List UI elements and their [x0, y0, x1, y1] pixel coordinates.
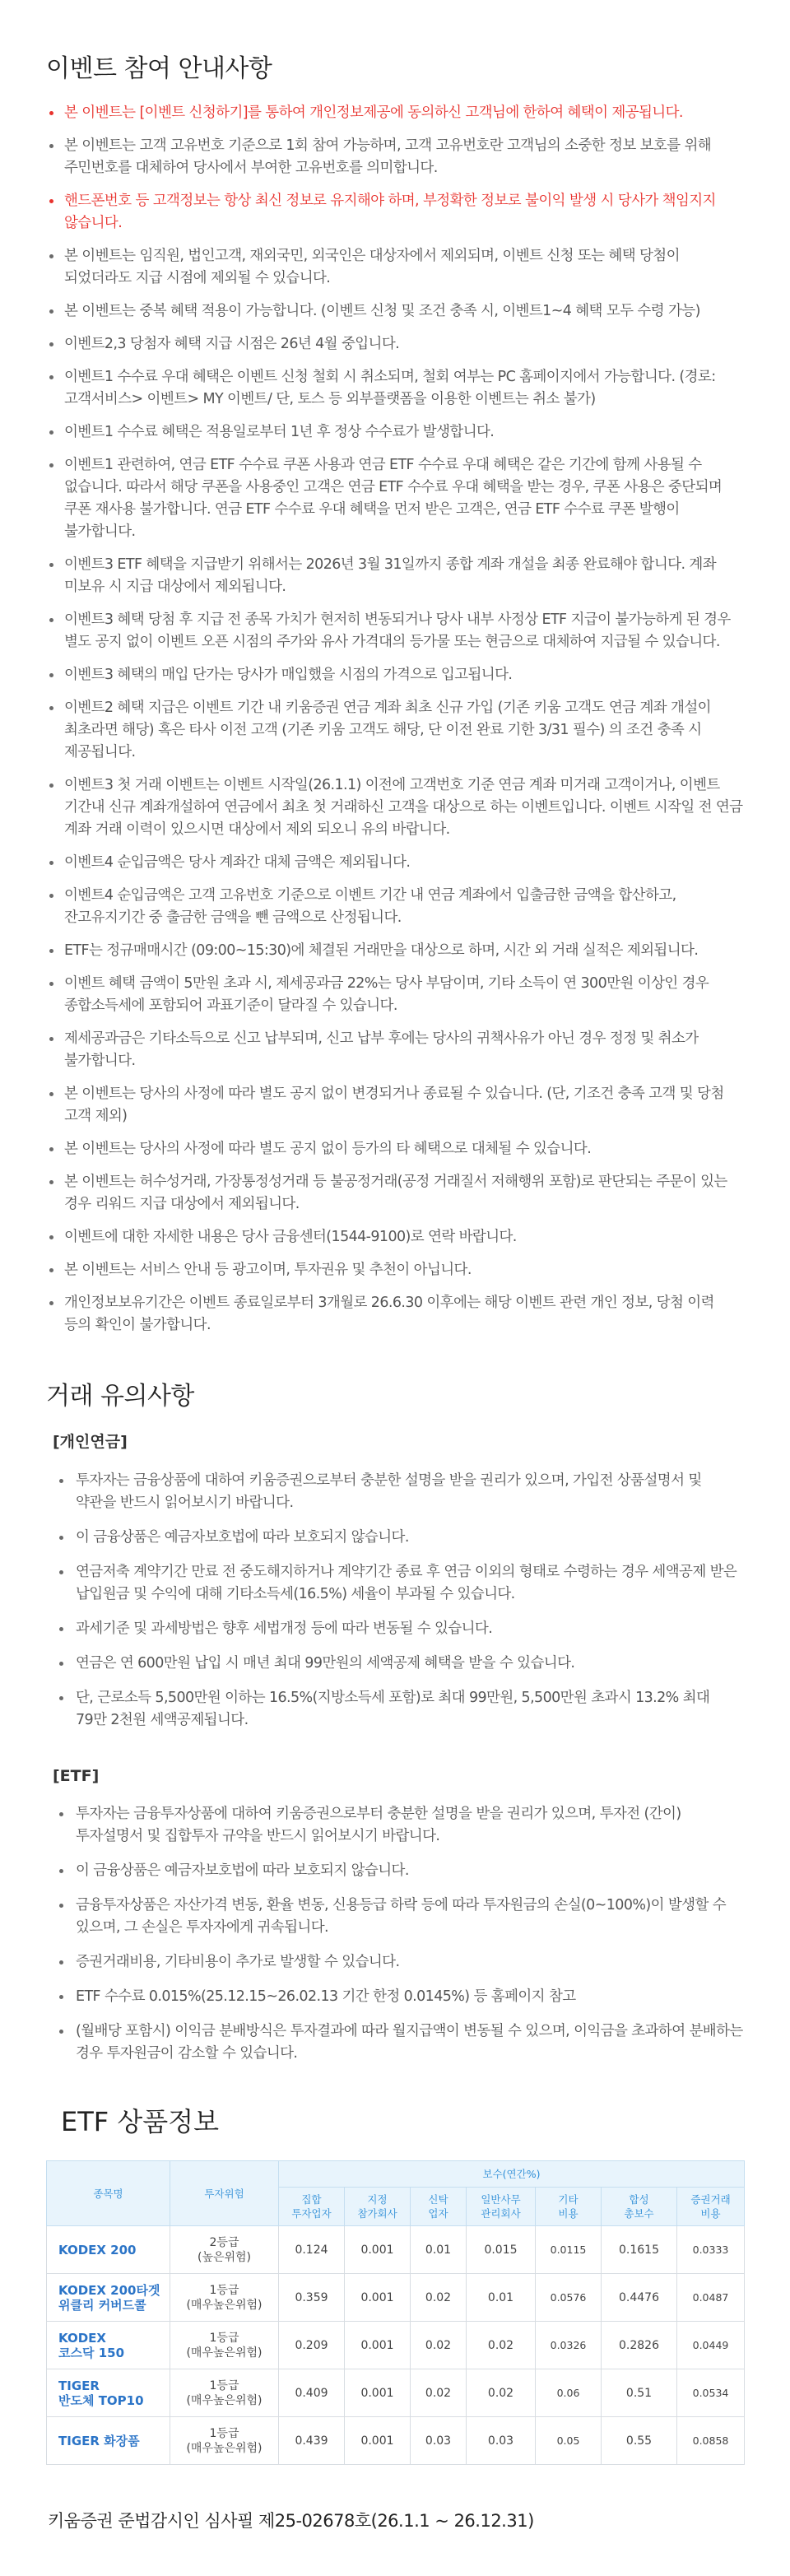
etf-risk-cell: 1등급 (매우높은위험): [170, 2369, 279, 2417]
etf-fee-cell: 0.001: [345, 2322, 411, 2369]
notice-item: 이 금융상품은 예금자보호법에 따라 보호되지 않습니다.: [54, 1860, 744, 1882]
etf-fee-cell: 0.02: [411, 2274, 467, 2322]
notice-item: 핸드폰번호 등 고객정보는 항상 최신 정보로 유지해야 하며, 부정확한 정보로 불이익 발생 시 당사가 책임지지 않습니다.: [46, 190, 744, 235]
etf-fee-cell: 0.02: [411, 2322, 467, 2369]
notice-item: 본 이벤트는 중복 혜택 적용이 가능합니다. (이벤트 신청 및 조건 충족 시, 이벤트1~4 혜택 모두 수령 가능): [46, 300, 744, 323]
etf-info-table: [46, 2160, 745, 2465]
etf-name-cell: KODEX 200타겟 위클리 커버드콜: [47, 2274, 170, 2322]
header-fee-col: 기타 비용: [536, 2188, 602, 2226]
notice-item: 개인정보보유기간은 이벤트 종료일로부터 3개월로 26.6.30 이후에는 해당 이벤트 관련 개인 정보, 당첨 이력 등의 확인이 불가합니다.: [46, 1292, 744, 1337]
etf-fee-cell: 0.001: [345, 2417, 411, 2465]
notice-item: ETF는 정규매매시간 (09:00~15:30)에 체결된 거래만을 대상으로 하며, 시간 외 거래 실적은 제외됩니다.: [46, 940, 744, 962]
etf-fee-cell: 0.01: [411, 2226, 467, 2274]
etf-fee-cell: 0.0858: [677, 2417, 745, 2465]
etf-fee-cell: 0.4476: [602, 2274, 677, 2322]
notice-item: 본 이벤트는 고객 고유번호 기준으로 1회 참여 가능하며, 고객 고유번호란 고객님의 소중한 정보 보호를 위해 주민번호를 대체하여 당사에서 부여한 고유번호를 의미합니다.: [46, 135, 744, 179]
notice-item: 이벤트3 혜택의 매입 단가는 당사가 매입했을 시점의 가격으로 입고됩니다.: [46, 664, 744, 686]
notice-item: 이벤트4 순입금액은 고객 고유번호 기준으로 이벤트 기간 내 연금 계좌에서 입출금한 금액을 합산하고, 잔고유지기간 중 출금한 금액을 뺀 금액으로 산정됩니다.: [46, 885, 744, 929]
notice-item: (월배당 포함시) 이익금 분배방식은 투자결과에 따라 월지급액이 변동될 수 있으며, 이익금을 초과하여 분배하는 경우 투자원금이 감소할 수 있습니다.: [54, 2020, 744, 2065]
notice-item: 연금저축 계약기간 만료 전 중도해지하거나 계약기간 종료 후 연금 이외의 형태로 수령하는 경우 세액공제 받은 납입원금 및 수익에 대해 기타소득세(16.5%) 세율이 부과될 수 있습니다.: [54, 1561, 744, 1606]
notice-item: 본 이벤트는 임직원, 법인고객, 재외국민, 외국인은 대상자에서 제외되며, 이벤트 신청 또는 혜택 당첨이 되었더라도 지급 시점에 제외될 수 있습니다.: [46, 245, 744, 290]
table-row: [47, 2322, 745, 2369]
notice-item: 금융투자상품은 자산가격 변동, 환율 변동, 신용등급 하락 등에 따라 투자원금의 손실(0~100%)이 발생할 수 있으며, 그 손실은 투자자에게 귀속됩니다.: [54, 1895, 744, 1939]
notice-item: 이벤트1 관련하여, 연금 ETF 수수료 쿠폰 사용과 연금 ETF 수수료 우대 혜택은 같은 기간에 함께 사용될 수 없습니다. 따라서 해당 쿠폰을 사용중인 고객은 연금 ETF 수수료 우대 혜택을 받는 경우, 쿠폰 사용은 중단되며 쿠폰 재사용 불가합니다. 연금 ETF 수수료 우대 혜택을 먼저 받은 고객은, 연금 ETF 수수료 쿠폰 발행이 불가합니다.: [46, 454, 744, 543]
notice-item: 이벤트2 혜택 지급은 이벤트 기간 내 키움증권 연금 계좌 최초 신규 가입 (기존 키움 고객도 연금 계좌 개설이 최초라면 해당) 혹은 타사 이전 고객 (기존 키움 고객도 해당, 단 이전 완료 기한 3/31 필수) 의 조건 충족 시 제공됩니다.: [46, 697, 744, 764]
event-notice-title: 이벤트 참여 안내사항: [46, 54, 272, 83]
notice-item: 본 이벤트는 당사의 사정에 따라 별도 공지 없이 변경되거나 종료될 수 있습니다. (단, 기조건 충족 고객 및 당첨 고객 제외): [46, 1083, 744, 1128]
etf-subtitle: [ETF]: [53, 1767, 100, 1785]
header-fee-col: 합성 총보수: [602, 2188, 677, 2226]
notice-item: 이벤트3 첫 거래 이벤트는 이벤트 시작일(26.1.1) 이전에 고객번호 기준 연금 계좌 미거래 고객이거나, 이벤트 기간내 신규 계좌개설하여 연금에서 최초 첫 거래하신 고객을 대상으로 하는 이벤트입니다. 이벤트 시작일 전 연금 계좌 거래 이력이 있으시면 대상에서 제외 되오니 유의 바랍니다.: [46, 774, 744, 841]
etf-fee-cell: 0.409: [279, 2369, 345, 2417]
notice-item: 본 이벤트는 [이벤트 신청하기]를 통하여 개인정보제공에 동의하신 고객님에 한하여 혜택이 제공됩니다.: [46, 102, 744, 124]
header-fee-col: 신탁 업자: [411, 2188, 467, 2226]
header-name: 종목명: [47, 2161, 170, 2226]
notice-item: 이벤트1 수수료 혜택은 적용일로부터 1년 후 정상 수수료가 발생합니다.: [46, 421, 744, 444]
etf-fee-cell: 0.0326: [536, 2322, 602, 2369]
header-fee-group: 보수(연간%): [279, 2161, 745, 2188]
etf-fee-cell: 0.03: [467, 2417, 536, 2465]
etf-name-cell: TIGER 반도체 TOP10: [47, 2369, 170, 2417]
header-fee-col: 집합 투자업자: [279, 2188, 345, 2226]
etf-name-cell: KODEX 200: [47, 2226, 170, 2274]
etf-fee-cell: 0.0449: [677, 2322, 745, 2369]
etf-name-cell: TIGER 화장품: [47, 2417, 170, 2465]
notice-item: 이벤트 혜택 금액이 5만원 초과 시, 제세공과금 22%는 당사 부담이며, 기타 소득이 연 300만원 이상인 경우 종합소득세에 포함되어 과표기준이 달라질 수 있습니다.: [46, 973, 744, 1017]
header-fee-col: 증권거래 비용: [677, 2188, 745, 2226]
etf-risk-cell: 1등급 (매우높은위험): [170, 2274, 279, 2322]
etf-risk-cell: 2등급 (높은위험): [170, 2226, 279, 2274]
etf-fee-cell: 0.001: [345, 2226, 411, 2274]
etf-fee-cell: 0.02: [467, 2322, 536, 2369]
etf-info-title: ETF 상품정보: [61, 2106, 219, 2137]
table-row: [47, 2274, 745, 2322]
notice-item: 이 금융상품은 예금자보호법에 따라 보호되지 않습니다.: [54, 1527, 744, 1549]
notice-item: 본 이벤트는 당사의 사정에 따라 별도 공지 없이 등가의 타 혜택으로 대체될 수 있습니다.: [46, 1138, 744, 1160]
notice-item: 증권거래비용, 기타비용이 추가로 발생할 수 있습니다.: [54, 1951, 744, 1974]
pension-notice-list: [46, 1470, 744, 1732]
notice-item: 연금은 연 600만원 납입 시 매년 최대 99만원의 세액공제 혜택을 받을 수 있습니다.: [54, 1653, 744, 1675]
etf-fee-cell: 0.06: [536, 2369, 602, 2417]
etf-fee-cell: 0.05: [536, 2417, 602, 2465]
table-row: [47, 2226, 745, 2274]
etf-notice-list: [46, 1803, 744, 2065]
notice-item: 이벤트3 혜택 당첨 후 지급 전 종목 가치가 현저히 변동되거나 당사 내부 사정상 ETF 지급이 불가능하게 된 경우 별도 공지 없이 이벤트 오픈 시점의 주가와 유사 가격대의 등가물 또는 현금으로 대체하여 지급될 수 있습니다.: [46, 609, 744, 653]
notice-item: 이벤트3 ETF 혜택을 지급받기 위해서는 2026년 3월 31일까지 종합 계좌 개설을 최종 완료해야 합니다. 계좌 미보유 시 지급 대상에서 제외됩니다.: [46, 554, 744, 598]
etf-fee-cell: 0.439: [279, 2417, 345, 2465]
notice-item: 이벤트1 수수료 우대 혜택은 이벤트 신청 철회 시 취소되며, 철회 여부는 PC 홈페이지에서 가능합니다. (경로: 고객서비스> 이벤트> MY 이벤트/ 단, 토스 등 외부플랫폼을 이용한 이벤트는 취소 불가): [46, 366, 744, 411]
notice-item: 이벤트에 대한 자세한 내용은 당사 금융센터(1544-9100)로 연락 바랍니다.: [46, 1226, 744, 1248]
notice-item: ETF 수수료 0.015%(25.12.15~26.02.13 기간 한정 0.0145%) 등 홈페이지 참고: [54, 1986, 744, 2008]
notice-item: 과세기준 및 과세방법은 향후 세법개정 등에 따라 변동될 수 있습니다.: [54, 1618, 744, 1640]
notice-item: 이벤트2,3 당첨자 혜택 지급 시점은 26년 4월 중입니다.: [46, 333, 744, 356]
etf-fee-cell: 0.02: [411, 2369, 467, 2417]
etf-fee-cell: 0.2826: [602, 2322, 677, 2369]
etf-fee-cell: 0.359: [279, 2274, 345, 2322]
etf-fee-cell: 0.015: [467, 2226, 536, 2274]
etf-fee-cell: 0.0534: [677, 2369, 745, 2417]
compliance-notice: 키움증권 준법감시인 심사필 제25-02678호(26.1.1 ~ 26.12.31): [48, 2511, 534, 2531]
notice-item: 본 이벤트는 허수성거래, 가장통정성거래 등 불공정거래(공정 거래질서 저해행위 포함)로 판단되는 주문이 있는 경우 리워드 지급 대상에서 제외됩니다.: [46, 1171, 744, 1216]
notice-item: 본 이벤트는 서비스 안내 등 광고이며, 투자권유 및 추천이 아닙니다.: [46, 1259, 744, 1281]
etf-fee-cell: 0.001: [345, 2274, 411, 2322]
etf-fee-cell: 0.001: [345, 2369, 411, 2417]
etf-fee-cell: 0.1615: [602, 2226, 677, 2274]
etf-fee-cell: 0.209: [279, 2322, 345, 2369]
header-risk: 투자위험: [170, 2161, 279, 2226]
etf-fee-cell: 0.0115: [536, 2226, 602, 2274]
etf-name-cell: KODEX 코스닥 150: [47, 2322, 170, 2369]
etf-fee-cell: 0.02: [467, 2369, 536, 2417]
etf-fee-cell: 0.0487: [677, 2274, 745, 2322]
notice-item: 투자자는 금융투자상품에 대하여 키움증권으로부터 충분한 설명을 받을 권리가 있으며, 투자전 (간이)투자설명서 및 집합투자 규약을 반드시 읽어보시기 바랍니다.: [54, 1803, 744, 1848]
pension-subtitle: [개인연금]: [53, 1433, 128, 1451]
notice-item: 단, 근로소득 5,500만원 이하는 16.5%(지방소득세 포함)로 최대 99만원, 5,500만원 초과시 13.2% 최대 79만 2천원 세액공제됩니다.: [54, 1687, 744, 1732]
table-row: [47, 2417, 745, 2465]
header-fee-col: 지정 참가회사: [345, 2188, 411, 2226]
etf-fee-cell: 0.01: [467, 2274, 536, 2322]
notice-item: 제세공과금은 기타소득으로 신고 납부되며, 신고 납부 후에는 당사의 귀책사유가 아닌 경우 정정 및 취소가 불가합니다.: [46, 1028, 744, 1072]
header-fee-col: 일반사무 관리회사: [467, 2188, 536, 2226]
etf-fee-cell: 0.55: [602, 2417, 677, 2465]
event-notice-list: [46, 102, 744, 1337]
etf-fee-cell: 0.03: [411, 2417, 467, 2465]
etf-fee-cell: 0.0333: [677, 2226, 745, 2274]
trade-notice-title: 거래 유의사항: [46, 1382, 194, 1411]
notice-item: 투자자는 금융상품에 대하여 키움증권으로부터 충분한 설명을 받을 권리가 있으며, 가입전 상품설명서 및 약관을 반드시 읽어보시기 바랍니다.: [54, 1470, 744, 1514]
table-row: [47, 2369, 745, 2417]
etf-fee-cell: 0.51: [602, 2369, 677, 2417]
etf-risk-cell: 1등급 (매우높은위험): [170, 2322, 279, 2369]
etf-risk-cell: 1등급 (매우높은위험): [170, 2417, 279, 2465]
notice-item: 이벤트4 순입금액은 당사 계좌간 대체 금액은 제외됩니다.: [46, 852, 744, 874]
etf-fee-cell: 0.0576: [536, 2274, 602, 2322]
etf-fee-cell: 0.124: [279, 2226, 345, 2274]
